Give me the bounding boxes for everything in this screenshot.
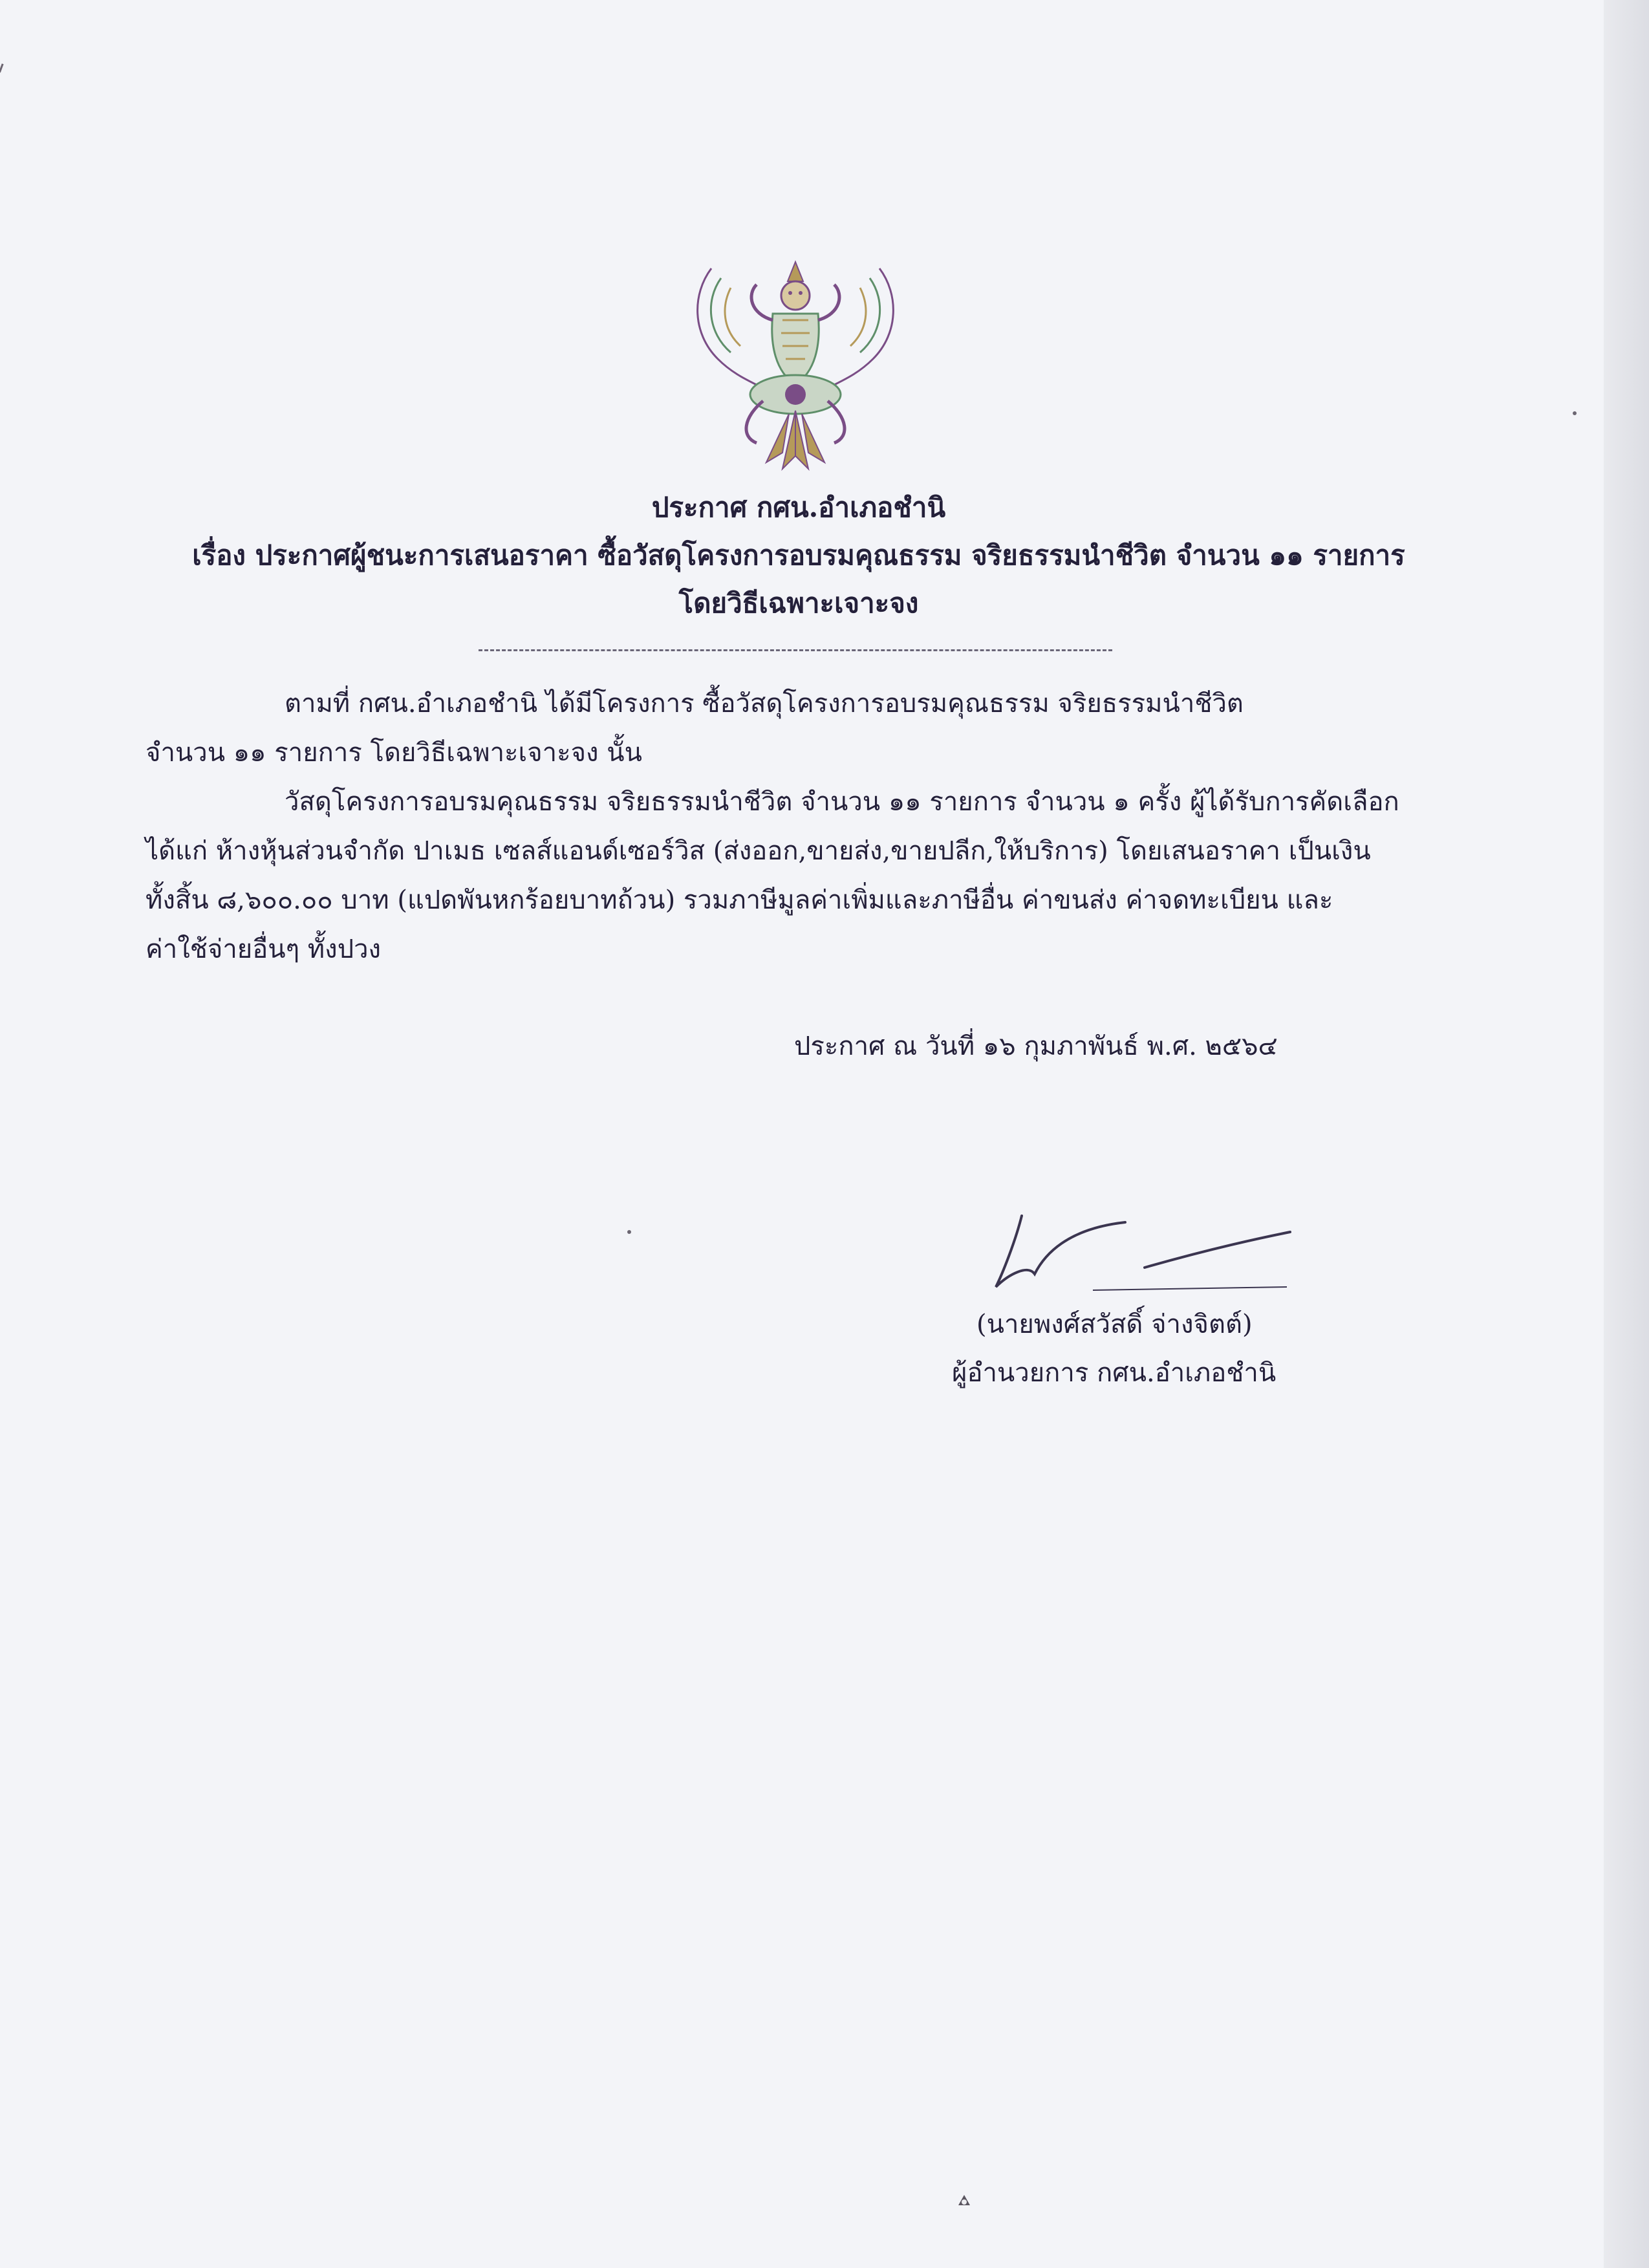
corner-mark	[0, 63, 10, 75]
announcement-subject: เรื่อง ประกาศผู้ชนะการเสนอราคา ซื้อวัสดุโครงการอบรมคุณธรรม จริยธรรมนำชีวิต จำนวน ๑๑ รายการ	[192, 539, 1405, 571]
signer-position: ผู้อำนวยการ กศน.อำเภอชำนิ	[952, 1358, 1277, 1388]
staple-mark-icon	[956, 2192, 973, 2209]
signer-name: (นายพงศ์สวัสดิ์ จ่างจิตต์)	[976, 1310, 1253, 1339]
announcement-method: โดยวิธีเฉพาะเจาะจง	[678, 587, 919, 619]
announcement-date: ประกาศ ณ วันที่ ๑๖ กุมภาพันธ์ พ.ศ. ๒๕๖๔	[794, 1031, 1278, 1061]
paper-speck	[627, 1230, 631, 1234]
paragraph2-line4: ค่าใช้จ่ายอื่นๆ ทั้งปวง	[146, 934, 382, 964]
divider	[479, 649, 1112, 651]
paragraph2-line1: วัสดุโครงการอบรมคุณธรรม จริยธรรมนำชีวิต จำนวน ๑๑ รายการ จำนวน ๑ ครั้ง ผู้ได้รับการคัดเลือก	[285, 787, 1399, 817]
paper-speck	[1573, 411, 1577, 415]
paragraph2-line3: ทั้งสิ้น ๘,๖๐๐.๐๐ บาท (แปดพันหกร้อยบาทถ้วน) รวมภาษีมูลค่าเพิ่มและภาษีอื่น ค่าขนส่ง ค่าจดทะเบียน และ	[146, 885, 1333, 915]
paragraph1-line1: ตามที่ กศน.อำเภอชำนิ ได้มีโครงการ ซื้อวัสดุโครงการอบรมคุณธรรม จริยธรรมนำชีวิต	[285, 689, 1244, 718]
page-edge	[1604, 0, 1649, 2268]
garuda-emblem-icon	[685, 255, 905, 482]
paragraph1-line2: จำนวน ๑๑ รายการ โดยวิธีเฉพาะเจาะจง นั้น	[146, 738, 642, 768]
signature-stroke	[983, 1203, 1293, 1300]
announcement-title: ประกาศ กศน.อำเภอชำนิ	[651, 491, 946, 523]
paragraph2-line2: ได้แก่ ห้างหุ้นส่วนจำกัด ปาเมธ เซลส์แอนด์เซอร์วิส (ส่งออก,ขายส่ง,ขายปลีก,ให้บริการ) โดยเสนอราคา เป็นเงิน	[146, 836, 1371, 866]
